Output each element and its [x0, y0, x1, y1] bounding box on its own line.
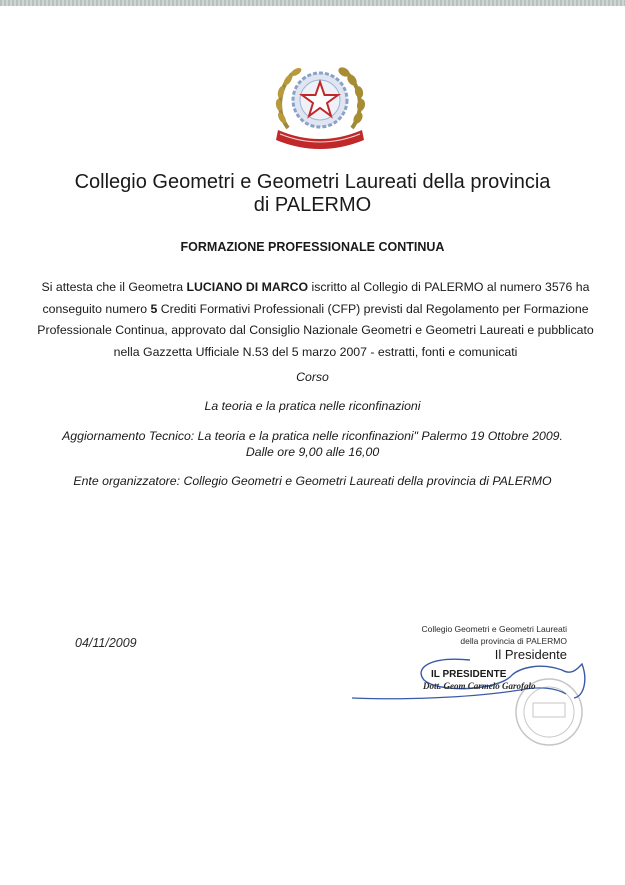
attestation-intro: Si attesta che il Geometra [41, 280, 187, 294]
signature-org-line2: della provincia di PALERMO [460, 636, 567, 646]
italian-republic-emblem-icon [270, 60, 370, 150]
signature-organization [421, 623, 567, 647]
signature-org-line1: Collegio Geometri e Geometri Laureati [421, 624, 567, 634]
course-organizer: Ente organizzatore: Collegio Geometri e Geometri Laureati della provincia di PALERMO [73, 474, 552, 488]
course-hours: Dalle ore 9,00 alle 16,00 [245, 445, 380, 459]
course-title: La teoria e la pratica nelle riconfinazioni [204, 399, 421, 413]
signature-role: Il Presidente [494, 647, 567, 662]
stamp-title: IL PRESIDENTE [431, 669, 507, 680]
course-label: Corso [296, 370, 329, 384]
course-details: Aggiornamento Tecnico: La teoria e la pratica nelle riconfinazioni" Palermo 19 Ottobre 2009. [62, 429, 563, 443]
credits-count: 5 [150, 301, 158, 316]
surveyor-name: LUCIANO DI MARCO [186, 280, 309, 294]
attestation-end: Crediti Formativi Professionali (CFP) previsti dal Regolamento per Formazione Professionale Continua, approvato dal Consiglio Nazionale Geometri e Geometri Laureati e pubblicato nella Gazzetta Ufficiale N.53 del 5 marzo 2007 - estratti, fonti e comunicati [37, 301, 594, 359]
header-title: Collegio Geometri e Geometri Laureati della provincia [74, 171, 551, 193]
section-title: FORMAZIONE PROFESSIONALE CONTINUA [180, 240, 445, 254]
attestation-middle: iscritto al Collegio di PALERMO al numero 3576 ha conseguito numero [42, 280, 590, 316]
header-subtitle: di PALERMO [253, 194, 372, 216]
scan-edge [0, 0, 625, 6]
attestation-paragraph [28, 277, 603, 363]
issue-date: 04/11/2009 [75, 636, 137, 650]
stamp-name: Dott. Geom Carmelo Garofalo [423, 681, 536, 691]
